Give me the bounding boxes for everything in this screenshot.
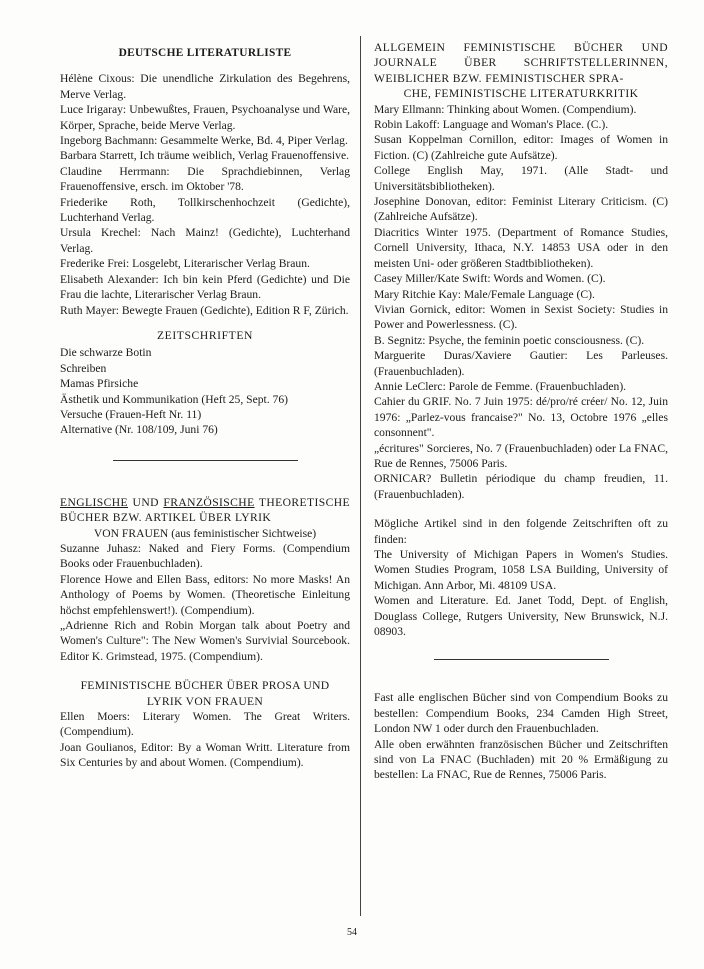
column-divider (360, 36, 361, 916)
section-heading-zeitschriften: ZEITSCHRIFTEN (156, 328, 254, 342)
list-item: Susan Koppelman Cornillon, editor: Images of Women in Fiction. (C) (Zahlreiche gute Aufsätze). (374, 133, 668, 162)
list-item: Ingeborg Bachmann: Gesammelte Werke, Bd. 4, Piper Verlag. (60, 134, 348, 148)
list-item: Casey Miller/Kate Swift: Words and Women. (C). (374, 272, 606, 286)
list-item: B. Segnitz: Psyche, the feminin poetic consciousness. (C). (374, 333, 645, 347)
list-item: Florence Howe and Ellen Bass, editors: No more Masks! An Anthology of Poems by Women. (Theoretische Einleitung höchst empfehlenswert!). (Compendium). (60, 572, 350, 617)
list-item: Vivian Gornick, editor: Women in Sexist Society: Studies in Power and Powerlessness. (C). (374, 302, 668, 332)
page-number: 54 (347, 927, 357, 938)
list-item: Diacritics Winter 1975. (Department of Romance Studies, Cornell University, Ithaca, N.Y. 14853 USA oder in den meisten Uni- oder größeren Stadtbibliotheken). (374, 225, 668, 270)
list-item: Frederike Frei: Losgelebt, Literarischer Verlag Braun. (60, 257, 310, 271)
list-item: Hélène Cixous: Die unendliche Zirkulation des Begehrens, Merve Verlag. (60, 72, 350, 101)
list-item: Ästhetik und Kommunikation (Heft 25, Sept. 76) (60, 392, 288, 406)
list-item: The University of Michigan Papers in Women's Studies. Women Studies Program, 1058 LSA Building, University of Michigan. Ann Arbor, Mi. 48109 USA. (374, 548, 668, 592)
underlined-word: FRANZÖSISCHE (163, 495, 255, 509)
underlined-word: ENGLISCHE (60, 495, 129, 509)
heading-line: CHE, FEMINISTISCHE LITERATURKRITIK (403, 87, 639, 101)
list-item: College English May, 1971. (Alle Stadt- und Universitätsbibliotheken). (374, 164, 668, 193)
list-item: Cahier du GRIF. No. 7 Juin 1975: dé/pro/ré créer/ No. 12, Juin 1976: „Parlez-vous francaise?" No. 13, Octobre 1976 „elles consonnent". (374, 395, 668, 440)
list-item: Suzanne Juhasz: Naked and Fiery Forms. (Compendium Books oder Frauenbuchladen). (60, 541, 350, 571)
list-item: Ellen Moers: Literary Women. The Great Writers. (Compendium). (60, 710, 350, 739)
heading-line: LYRIK VON FRAUEN (146, 694, 264, 708)
section-heading-prosa: FEMINISTISCHE BÜCHER ÜBER PROSA UND (80, 679, 330, 693)
list-item: Annie LeClerc: Parole de Femme. (Frauenbuchladen). (374, 379, 627, 393)
list-item: Versuche (Frauen-Heft Nr. 11) (60, 407, 202, 421)
note-paragraph: Alle oben erwähnten französischen Bücher und Zeitschriften sind von La FNAC (Buchladen) mit 20 % Ermäßigung zu bestellen: La FNAC, Rue de Rennes, 75006 Paris. (374, 737, 668, 782)
list-item: Alternative (Nr. 108/109, Juni 76) (60, 423, 218, 437)
list-item: Mamas Pfirsiche (60, 377, 139, 391)
list-item: „écritures" Sorcieres, No. 7 (Frauenbuchladen) oder La FNAC, Rue de Rennes, 75006 Paris. (374, 441, 668, 470)
left-column (60, 40, 350, 771)
right-column (374, 40, 668, 783)
list-item: Joan Goulianos, Editor: By a Woman Writt. Literature from Six Centuries by and about Women. (Compendium). (60, 740, 350, 770)
list-item: Mary Ritchie Kay: Male/Female Language (C). (374, 287, 595, 301)
note-paragraph: Fast alle englischen Bücher sind von Compendium Books zu bestellen: Compendium Books, 234 Camden High Street, London NW 1 oder durch den Frauenbuchladen. (374, 691, 668, 736)
list-item: Claudine Herrmann: Die Sprachdiebinnen, Verlag Frauenoffensive, ersch. im Oktober '78. (60, 164, 350, 194)
list-item: Robin Lakoff: Language and Woman's Place. (C.). (374, 118, 609, 132)
list-item: Ruth Mayer: Bewegte Frauen (Gedichte), Edition R F, Zürich. (60, 303, 349, 317)
list-item: Barbara Starrett, Ich träume weiblich, Verlag Frauenoffensive. (60, 149, 349, 163)
list-item: Women and Literature. Ed. Janet Todd, Dept. of English, Douglass College, Rutgers University, New Brunswick, N.J. 08903. (374, 594, 668, 639)
list-item: ORNICAR? Bulletin périodique du champ freudien, 11. (Frauenbuchladen). (374, 472, 668, 501)
list-item: Schreiben (60, 361, 107, 375)
list-item: Ursula Krechel: Nach Mainz! (Gedichte), Luchterhand Verlag. (60, 226, 350, 255)
list-item: Luce Irigaray: Unbewußtes, Frauen, Psychoanalyse und Ware, Körper, Sprache, beide Merve Verlag. (60, 103, 350, 132)
section-heading-deutsche: DEUTSCHE LITERATURLISTE (118, 47, 292, 59)
list-item: Josephine Donovan, editor: Feminist Literary Criticism. (C) (Zahlreiche Aufsätze). (374, 195, 668, 224)
list-item: Die schwarze Botin (60, 346, 152, 360)
zeitschriften-intro: Mögliche Artikel sind in den folgende Zeitschriften oft zu finden: (374, 517, 668, 546)
section-heading-allgemein: ALLGEMEIN FEMINISTISCHE BÜCHER UND JOURNALE ÜBER SCHRIFTSTELLERINNEN, WEIBLICHER BZW. FEMINISTISCHER SPRA- (374, 41, 668, 85)
list-item: Marguerite Duras/Xaviere Gautier: Les Parleuses. (Frauenbuchladen). (374, 349, 668, 378)
horizontal-rule (113, 460, 298, 461)
list-item: „Adrienne Rich and Robin Morgan talk about Poetry and Women's Culture": The New Women's Survivial Sourcebook. Editor K. Grimstead, 1975. (Compendium). (60, 619, 350, 663)
heading-text: UND (128, 495, 164, 509)
list-item: Elisabeth Alexander: Ich bin kein Pferd (Gedichte) und Die Frau die lachte, Literarischer Verlag Braun. (60, 272, 350, 302)
list-item: Mary Ellmann: Thinking about Women. (Compendium). (374, 102, 637, 116)
heading-line: VON FRAUEN (aus feministischer Sichtweise) (93, 526, 317, 540)
list-item: Friederike Roth, Tollkirschenhochzeit (Gedichte), Luchterhand Verlag. (60, 195, 350, 225)
horizontal-rule (434, 659, 609, 660)
heading-text: THEORETISCHE BÜCHER BZW. ARTIKEL ÜBER LYRIK (60, 495, 350, 525)
section-heading-theoretische (60, 495, 350, 526)
